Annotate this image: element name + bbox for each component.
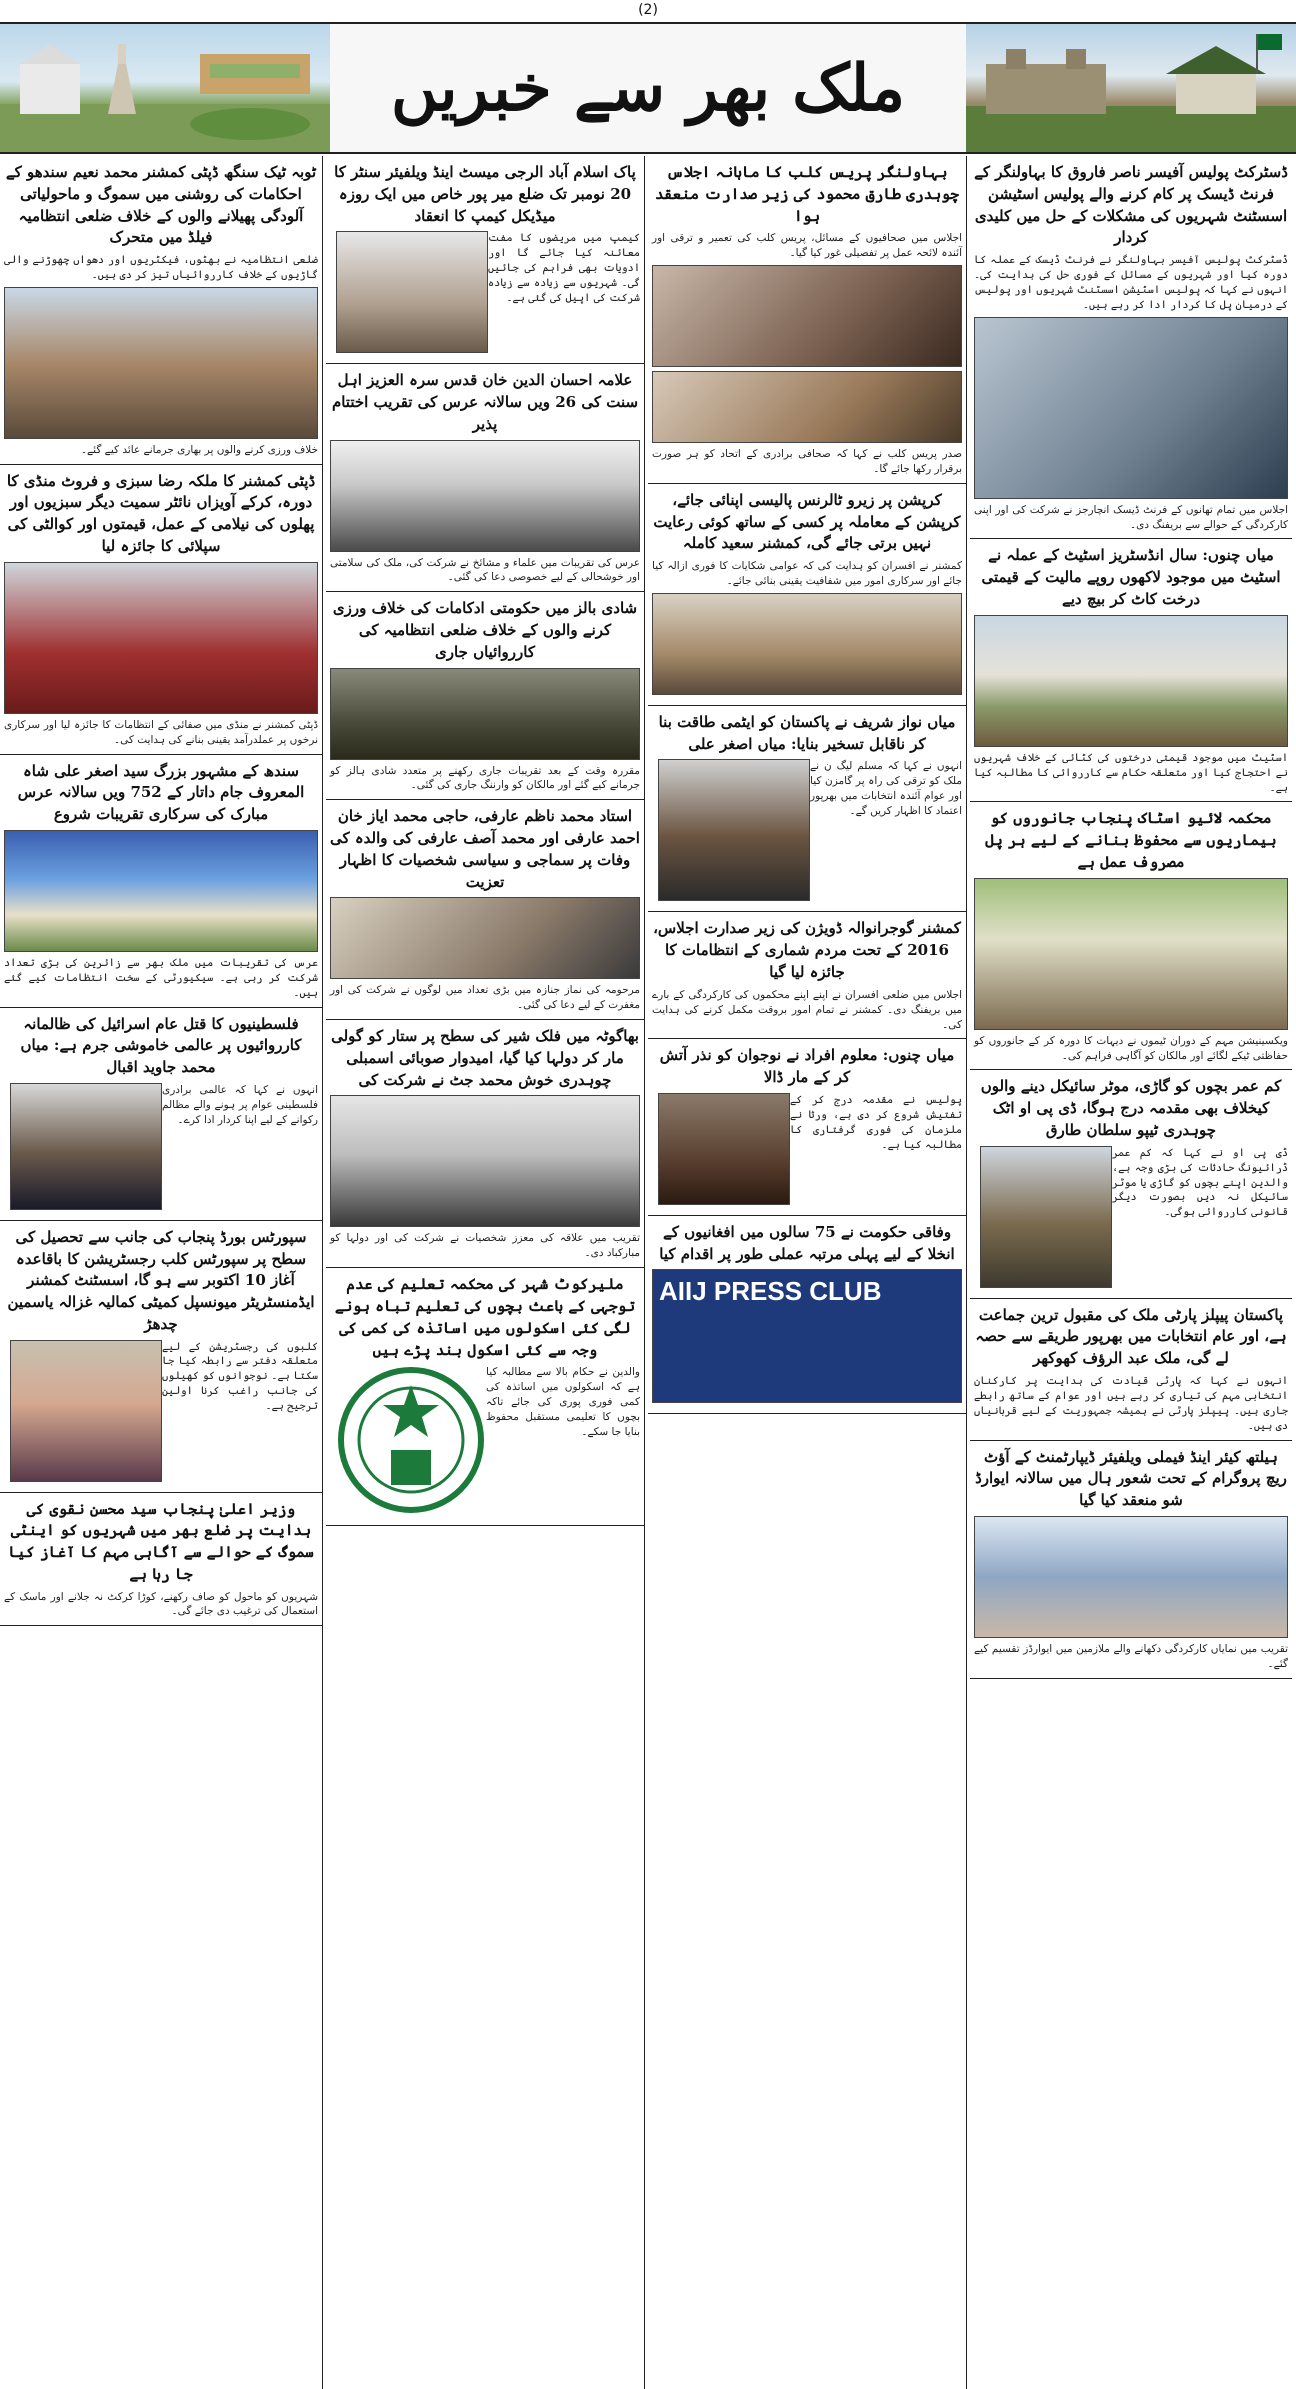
news-story xyxy=(970,156,1292,539)
news-story xyxy=(648,484,966,706)
story-headline: استاد محمد ناظم عارفی، حاجی محمد ایاز خان احمد عارفی اور محمد آصف عارفی کی والدہ کی وفات پر سماجی و سیاسی شخصیات کا اظہار تعزیت xyxy=(330,807,640,891)
column-rule xyxy=(966,156,967,2389)
news-story xyxy=(648,1039,966,1216)
story-headline: ہیلتھ کیئر اینڈ فیملی ویلفیئر ڈیپارٹمنٹ کے آؤٹ ریچ پروگرام کے تحت شعور ہال میں سالانہ ایوارڈ شو منعقد کیا گیا xyxy=(975,1447,1287,1510)
news-story xyxy=(326,1268,644,1526)
story-body: کلبوں کی رجسٹریشن کے لیے متعلقہ دفتر سے رابطہ کیا جا سکتا ہے۔ نوجوانوں کو کھیلوں کی جانب راغب کرنا اولین ترجیح ہے۔ xyxy=(162,1340,318,1413)
news-story xyxy=(970,1441,1292,1679)
story-headline: پاک اسلام آباد الرجی میسٹ اینڈ ویلفیئر سنٹر کا 20 نومبر تک ضلع میر پور خاص میں ایک روزہ میڈیکل کیمپ کا انعقاد xyxy=(334,163,636,225)
story-body: خلاف ورزی کرنے والوں پر بھاری جرمانے عائد کیے گئے۔ xyxy=(80,443,318,456)
news-story xyxy=(0,1008,322,1221)
news-story xyxy=(326,1020,644,1268)
news-story xyxy=(0,156,322,465)
award-ceremony-photo xyxy=(974,1516,1288,1638)
official-portrait xyxy=(10,1340,162,1482)
story-body: ڈی پی او نے کہا کہ کم عمر ڈرائیونگ حادثات کی بڑی وجہ ہے، والدین اپنے بچوں کو گاڑی یا موٹر سائیکل نہ دیں بصورت دیگر قانونی کارروائی ہوگی۔ xyxy=(1112,1146,1288,1219)
story-body: انہوں نے کہا کہ عالمی برادری فلسطینی عوام پر ہونے والے مظالم رکوانے کے لیے اپنا کردار ادا کرے۔ xyxy=(162,1083,318,1126)
wedding-hall-photo xyxy=(330,668,640,760)
news-story xyxy=(648,912,966,1039)
story-headline: فلسطینیوں کا قتل عام اسرائیل کی ظالمانہ کارروائیوں پر عالمی خاموشی جرم ہے: میاں محمد جاوید اقبال xyxy=(20,1014,302,1076)
news-column-2 xyxy=(648,156,966,2389)
press-conference-photo xyxy=(652,1269,962,1403)
news-story xyxy=(970,539,1292,802)
victim-photo xyxy=(658,1093,790,1205)
landmarks-illustration-right xyxy=(966,24,1296,152)
news-story xyxy=(970,1299,1292,1441)
field-inspection-photo xyxy=(4,287,318,439)
news-story xyxy=(0,755,322,1008)
story-body: انہوں نے کہا کہ پارٹی قیادت کی ہدایت پر کارکنان انتخابی مہم کی تیاری کر رہے ہیں اور عوام کے ساتھ رابطے جاری ہیں۔ پیپلز پارٹی نے ہمیشہ جمہوریت کے لیے قربانیاں دی ہیں۔ xyxy=(974,1374,1288,1432)
story-headline: میاں چنوں: سال انڈسٹریز اسٹیٹ کے عملہ نے اسٹیٹ میں موجود لاکھوں روپے مالیت کے قیمتی درخت کاٹ کر بیچ دیے xyxy=(981,546,1281,608)
story-headline: محکمہ لائیو اسٹاک پنجاب جانوروں کو بیماریوں سے محفوظ بنانے کے لیے ہر پل مصروف عمل ہے xyxy=(985,809,1277,871)
story-body: کیمپ میں مریضوں کا مفت معائنہ کیا جائے گا اور ادویات بھی فراہم کی جائیں گی۔ شہریوں سے زیادہ سے زیادہ شرکت کی اپیل کی گئی ہے۔ xyxy=(488,232,640,304)
masthead-image-right xyxy=(966,24,1296,152)
news-story xyxy=(326,800,644,1020)
story-body: تقریب میں علاقہ کی معزز شخصیات نے شرکت کی اور دولہا کو مبارکباد دی۔ xyxy=(330,1232,640,1260)
news-column-4 xyxy=(0,156,322,2389)
government-emblem-icon xyxy=(336,1365,486,1515)
speaker-portrait xyxy=(658,759,810,901)
news-story xyxy=(0,1221,322,1493)
story-body: کمشنر نے افسران کو ہدایت کی کہ عوامی شکایات کا فوری ازالہ کیا جائے اور سرکاری امور میں شفافیت یقینی بنائی جائے۔ xyxy=(652,560,962,588)
story-body: ڈپٹی کمشنر نے منڈی میں صفائی کے انتظامات کا جائزہ لیا اور سرکاری نرخوں پر عملدرآمد یقینی بنانے کی ہدایت کی۔ xyxy=(4,718,318,746)
story-headline: ڈپٹی کمشنر کا ملکہ رضا سبزی و فروٹ منڈی کا دورہ، کرکے آویزاں نائٹر سمیت دیگر سبزیوں اور پھلوں کی نیلامی کے عمل، قیمتوں اور کوالٹی کی سپلائی کا جائزہ لیا xyxy=(6,471,316,555)
news-story xyxy=(648,706,966,913)
news-story xyxy=(970,802,1292,1070)
news-story xyxy=(648,156,966,484)
landmarks-illustration-left xyxy=(0,24,330,152)
story-body: انہوں نے کہا کہ مسلم لیگ ن نے ملک کو ترقی کی راہ پر گامزن کیا اور عوام آئندہ انتخابات میں بھرپور اعتماد کا اظہار کریں گے۔ xyxy=(810,760,962,818)
column-rule xyxy=(644,156,645,2389)
column-rule xyxy=(322,156,323,2389)
press-club-photo xyxy=(652,371,962,443)
story-body: عرس کی تقریبات میں علماء و مشائخ نے شرکت کی، ملک کی سلامتی اور خوشحالی کے لیے خصوصی دعا کی گئی۔ xyxy=(330,556,640,584)
story-body: ضلعی انتظامیہ نے بھٹوں، فیکٹریوں اور دھواں چھوڑنے والی گاڑیوں کے خلاف کارروائیاں تیز کر دی ہیں۔ xyxy=(4,254,318,281)
story-headline: بھاگوٹہ میں فلک شیر کی سطح پر ستار کو گولی مار کر دولہا کیا گیا، امیدوار صوبائی اسمبلی چوہدری خوش محمد جٹ نے شرکت کی xyxy=(331,1027,639,1089)
story-headline: کرپشن پر زیرو ٹالرنس پالیسی اپنائی جائے، کرپشن کے معاملہ پر کسی کے ساتھ کوئی رعایت نہیں برتی جائے گی، کمشنر سعید کاملہ xyxy=(653,490,961,553)
story-body: پولیس نے مقدمہ درج کر کے تفتیش شروع کر دی ہے، ورثا نے ملزمان کی فوری گرفتاری کا مطالبہ کیا ہے۔ xyxy=(790,1093,962,1151)
story-headline: علامہ احسان الدین خان قدس سرہ العزیز اہل سنت کی 26 ویں سالانہ عرس کی تقریب اختتام پذیر xyxy=(331,371,639,433)
urs-ceremony-photo xyxy=(330,440,640,552)
section-title: ملک بھر سے خبریں xyxy=(330,24,966,152)
masthead-image-left xyxy=(0,24,330,152)
story-headline: سندھ کے مشہور بزرگ سید اصغر علی شاہ المعروف جام داتار کے 752 ویں سالانہ عرس مبارک کی سرکاری تقریبات شروع xyxy=(17,761,305,824)
news-story xyxy=(648,1216,966,1415)
story-body: ویکسینیشن مہم کے دوران ٹیموں نے دیہات کا دورہ کر کے جانوروں کو حفاظتی ٹیکے لگائے اور مالکان کو آگاہی فراہم کی۔ xyxy=(974,1034,1288,1062)
story-headline: کمشنر گوجرانوالہ ڈویژن کی زیر صدارت اجلاس، 2016 کے تحت مردم شماری کے انتظامات کا جائزہ لیا گیا xyxy=(653,919,961,981)
story-headline: پاکستان پیپلز پارٹی ملک کی مقبول ترین جماعت ہے، اور عام انتخابات میں بھرپور طریقے سے حصہ لے گی، ملک عبد الرؤف کھوکھر xyxy=(975,1305,1287,1368)
story-body: شہریوں کو ماحول کو صاف رکھنے، کوڑا کرکٹ نہ جلانے اور ماسک کے استعمال کی ترغیب دی جائے گی۔ xyxy=(4,1590,318,1618)
page-number: (2) xyxy=(638,2,658,18)
news-column-3 xyxy=(326,156,644,2389)
story-body: صدر پریس کلب نے کہا کہ صحافی برادری کے اتحاد کو ہر صورت برقرار رکھا جائے گا۔ xyxy=(652,448,962,475)
story-headline: بہاولنگر پریس کلب کا ماہانہ اجلاس چوہدری طارق محمود کی زیر صدارت منعقد ہوا xyxy=(655,163,959,225)
story-headline: ملیرکوٹ شہر کی محکمہ تعلیم کی عدم توجہی کے باعث بچوں کی تعلیم تباہ ہونے لگی کئی اسکولوں میں اساتذہ کی کمی کی وجہ سے کئی اسکول بند پڑے ہیں xyxy=(334,1275,636,1359)
story-headline: ٹوبہ ٹیک سنگھ ڈپٹی کمشنر محمد نعیم سندھو کے احکامات کی روشنی میں سموگ و ماحولیاتی آلودگی پھیلانے والوں کے خلاف ضلعی انتظامیہ فیلڈ میں متحرک xyxy=(5,163,317,247)
condolence-photo xyxy=(330,897,640,979)
meeting-photo xyxy=(974,317,1288,499)
story-body: اجلاس میں ضلعی افسران نے اپنے اپنے محکموں کی کارکردگی کے بارے میں بریفنگ دی۔ کمشنر نے تمام امور بروقت مکمل کرنے کی ہدایت کی۔ xyxy=(652,988,962,1031)
livestock-camp-photo xyxy=(974,878,1288,1030)
shrine-photo xyxy=(4,830,318,952)
story-headline: ڈسٹرکٹ پولیس آفیسر ناصر فاروق کا بہاولنگر کے فرنٹ ڈیسک پر کام کرنے والے پولیس اسٹیشن اسسٹنٹ شہریوں کی مشکلات کے حل میں کلیدی کردار xyxy=(974,163,1288,247)
masthead xyxy=(0,22,1296,154)
news-story xyxy=(326,592,644,800)
story-body: اجلاس میں صحافیوں کے مسائل، پریس کلب کی تعمیر و ترقی اور آئندہ لائحہ عمل پر تفصیلی غور کیا گیا۔ xyxy=(652,232,962,260)
story-headline: وفاقی حکومت نے 75 سالوں میں افغانیوں کے انخلا کے لیے پہلی مرتبہ عملی طور پر اقدام کیا xyxy=(659,1222,955,1263)
news-story xyxy=(326,156,644,364)
officer-portrait xyxy=(980,1146,1112,1288)
story-headline: میاں نواز شریف نے پاکستان کو ایٹمی طاقت بنا کر ناقابل تسخیر بنایا: میاں اصغر علی xyxy=(658,712,956,753)
story-body: مقررہ وقت کے بعد تقریبات جاری رکھنے پر متعدد شادی ہالز کو جرمانے کیے گئے اور مالکان کو وارننگ جاری کی گئی۔ xyxy=(330,764,640,792)
news-story xyxy=(0,1493,322,1627)
story-body: اسٹیٹ میں موجود قیمتی درختوں کی کٹائی کے خلاف شہریوں نے احتجاج کیا اور متعلقہ حکام سے کارروائی کا مطالبہ کیا ہے۔ xyxy=(974,751,1288,794)
story-headline: شادی بالز میں حکومتی ادکامات کی خلاف ورزی کرنے والوں کے خلاف ضلعی انتظامیہ کی کارروائیاں جاری xyxy=(332,599,638,661)
story-headline: میاں چنوں: معلوم افراد نے نوجوان کو نذر آتش کر کے مار ڈالا xyxy=(659,1046,955,1087)
story-body: عرس کی تقریبات میں ملک بھر سے زائرین کی بڑی تعداد شرکت کر رہی ہے۔ سیکیورٹی کے سخت انتظامات کیے گئے ہیں۔ xyxy=(4,956,318,999)
commissioner-visit-photo xyxy=(652,593,962,695)
story-body: تقریب میں نمایاں کارکردگی دکھانے والے ملازمین میں ایوارڈز تقسیم کیے گئے۔ xyxy=(974,1642,1288,1670)
trees-photo xyxy=(974,615,1288,747)
story-headline: کم عمر بچوں کو گاڑی، موٹر سائیکل دینے والوں کیخلاف بھی مقدمہ درج ہوگا، ڈی پی او اٹک چوہدری ٹیپو سلطان طارق xyxy=(980,1077,1282,1139)
vegetable-market-photo xyxy=(4,562,318,714)
news-story xyxy=(0,465,322,755)
news-story xyxy=(970,1070,1292,1298)
news-column-1 xyxy=(970,156,1292,2389)
news-story xyxy=(326,364,644,592)
press-club-photo xyxy=(652,265,962,367)
story-body: ڈسٹرکٹ پولیس آفیسر بہاولنگر نے فرنٹ ڈیسک کے عملہ کا دورہ کیا اور شہریوں کے مسائل کے فوری حل کی ہدایت کی۔ انہوں نے کہا کہ پولیس اسٹیشن اسسٹنٹ شہریوں اور پولیس کے درمیان پل کا کردار ادا کر رہے ہیں۔ xyxy=(974,254,1288,311)
story-headline: وزیر اعلیٰ پنجاب سید محسن نقوی کی ہدایت پر ضلع بھر میں شہریوں کو اینٹی سموگ کے حوالے سے آگاہی مہم کا آغاز کیا جا رہا ہے xyxy=(8,1499,314,1583)
speaker-portrait xyxy=(10,1083,162,1210)
story-body: والدین نے حکام بالا سے مطالبہ کیا ہے کہ اسکولوں میں اساتذہ کی کمی فوری پوری کی جائے تاکہ بچوں کا تعلیمی مستقبل محفوظ بنایا جا سکے۔ xyxy=(486,1366,640,1438)
press-club-banner-text: AIIJ PRESS CLUB xyxy=(659,1276,882,1307)
doctor-portrait xyxy=(336,231,488,353)
ceremony-photo xyxy=(330,1095,640,1227)
story-body: اجلاس میں تمام تھانوں کے فرنٹ ڈیسک انچارجز نے شرکت کی اور اپنی کارکردگی کے حوالے سے بریفنگ دی۔ xyxy=(974,503,1288,531)
story-body: مرحومہ کی نماز جنازہ میں بڑی تعداد میں لوگوں نے شرکت کی اور مغفرت کے لیے دعا کی گئی۔ xyxy=(330,984,640,1012)
story-headline: سپورٹس بورڈ پنجاب کی جانب سے تحصیل کی سطح پر سپورٹس کلب رجسٹریشن کا باقاعدہ آغاز 10 اکتوبر سے ہو گا، اسسٹنٹ کمشنر ایڈمنسٹریٹر میونسپل کمیٹی کمالیہ غزالہ یاسمین چدھڑ xyxy=(7,1227,315,1333)
